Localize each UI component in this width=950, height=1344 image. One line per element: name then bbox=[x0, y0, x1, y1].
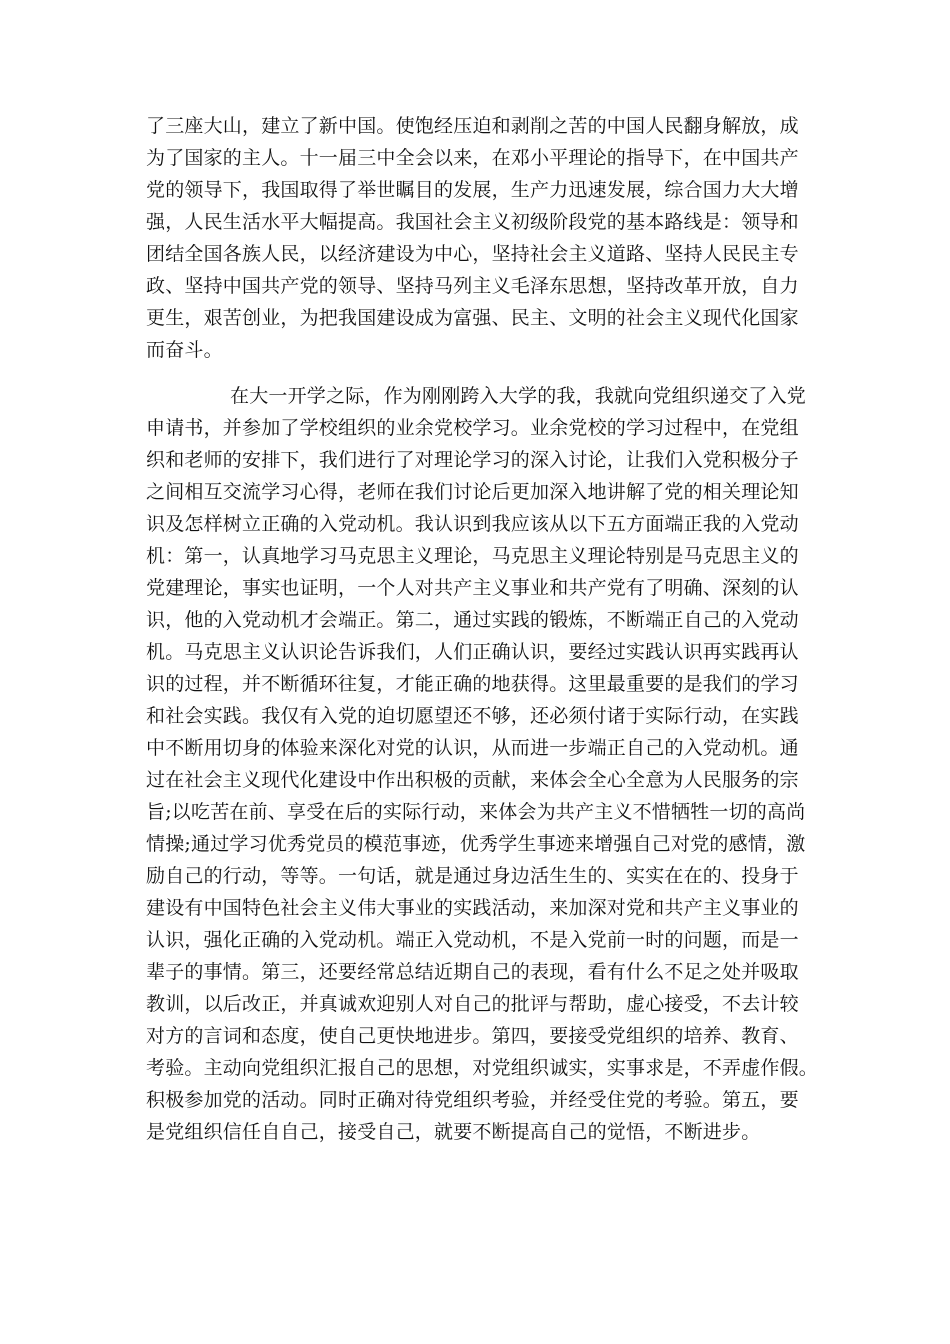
text-line: 机。马克思主义认识论告诉我们，人们正确认识，要经过实践认识再实践再认 bbox=[146, 641, 799, 663]
text-line: 党建理论，事实也证明，一个人对共产主义事业和共产党有了明确、深刻的认 bbox=[146, 577, 799, 599]
text-line: 辈子的事情。第三，还要经常总结近期自己的表现，看有什么不足之处并吸取 bbox=[146, 961, 799, 983]
text-line: 申请书，并参加了学校组织的业余党校学习。业余党校的学习过程中，在党组 bbox=[146, 417, 799, 439]
text-line: 识的过程，并不断循环往复，才能正确的地获得。这里最重要的是我们的学习 bbox=[146, 673, 799, 695]
text-line: 机：第一，认真地学习马克思主义理论，马克思主义理论特别是马克思主义的 bbox=[146, 545, 799, 567]
paragraph-1 bbox=[146, 110, 814, 366]
text-line: 旨;以吃苦在前、享受在后的实际行动，来体会为共产主义不惜牺牲一切的高尚 bbox=[146, 801, 806, 823]
text-line: 强，人民生活水平大幅提高。我国社会主义初级阶段党的基本路线是：领导和 bbox=[146, 211, 799, 233]
text-line: 情操;通过学习优秀党员的模范事迹，优秀学生事迹来增强自己对党的感情，激 bbox=[146, 833, 806, 855]
text-line: 和社会实践。我仅有入党的迫切愿望还不够，还必须付诸于实际行动，在实践 bbox=[146, 705, 799, 727]
text-line: 中不断用切身的体验来深化对党的认识，从而进一步端正自己的入党动机。通 bbox=[146, 737, 799, 759]
text-line: 为了国家的主人。十一届三中全会以来，在邓小平理论的指导下，在中国共产 bbox=[146, 147, 799, 169]
text-line: 之间相互交流学习心得，老师在我们讨论后更加深入地讲解了党的相关理论知 bbox=[146, 481, 799, 503]
text-line: 教训，以后改正，并真诚欢迎别人对自己的批评与帮助，虚心接受，不去计较 bbox=[146, 993, 799, 1015]
text-line: 团结全国各族人民，以经济建设为中心，坚持社会主义道路、坚持人民民主专 bbox=[146, 243, 799, 265]
text-line: 是党组织信任自自己，接受自己，就要不断提高自己的觉悟，不断进步。 bbox=[146, 1121, 761, 1143]
text-line: 织和老师的安排下，我们进行了对理论学习的深入讨论，让我们入党积极分子 bbox=[146, 449, 799, 471]
text-line: 建设有中国特色社会主义伟大事业的实践活动，来加深对党和共产主义事业的 bbox=[146, 897, 799, 919]
text-line: 在大一开学之际，作为刚刚跨入大学的我，我就向党组织递交了入党 bbox=[230, 385, 807, 407]
text-line: 认识，强化正确的入党动机。端正入党动机，不是入党前一时的问题，而是一 bbox=[146, 929, 799, 951]
text-line: 考验。主动向党组织汇报自己的思想，对党组织诚实，实事求是，不弄虚作假。 bbox=[146, 1057, 819, 1079]
text-line: 党的领导下，我国取得了举世瞩目的发展，生产力迅速发展，综合国力大大增 bbox=[146, 179, 799, 201]
text-line: 对方的言词和态度，使自己更快地进步。第四，要接受党组织的培养、教育、 bbox=[146, 1025, 799, 1047]
text-line: 更生，艰苦创业，为把我国建设成为富强、民主、文明的社会主义现代化国家 bbox=[146, 307, 799, 329]
text-line: 政、坚持中国共产党的领导、坚持马列主义毛泽东思想，坚持改革开放，自力 bbox=[146, 275, 799, 297]
text-line: 而奋斗。 bbox=[146, 339, 223, 361]
text-line: 过在社会主义现代化建设中作出积极的贡献，来体会全心全意为人民服务的宗 bbox=[146, 769, 799, 791]
text-line: 励自己的行动，等等。一句话，就是通过身边活生生的、实实在在的、投身于 bbox=[146, 865, 799, 887]
paragraph-2 bbox=[146, 380, 819, 1148]
text-line: 识，他的入党动机才会端正。第二，通过实践的锻炼，不断端正自己的入党动 bbox=[146, 609, 799, 631]
text-line: 了三座大山，建立了新中国。使饱经压迫和剥削之苦的中国人民翻身解放，成 bbox=[146, 115, 799, 137]
text-line: 识及怎样树立正确的入党动机。我认识到我应该从以下五方面端正我的入党动 bbox=[146, 513, 799, 535]
text-line: 积极参加党的活动。同时正确对待党组织考验，并经受住党的考验。第五，要 bbox=[146, 1089, 799, 1111]
